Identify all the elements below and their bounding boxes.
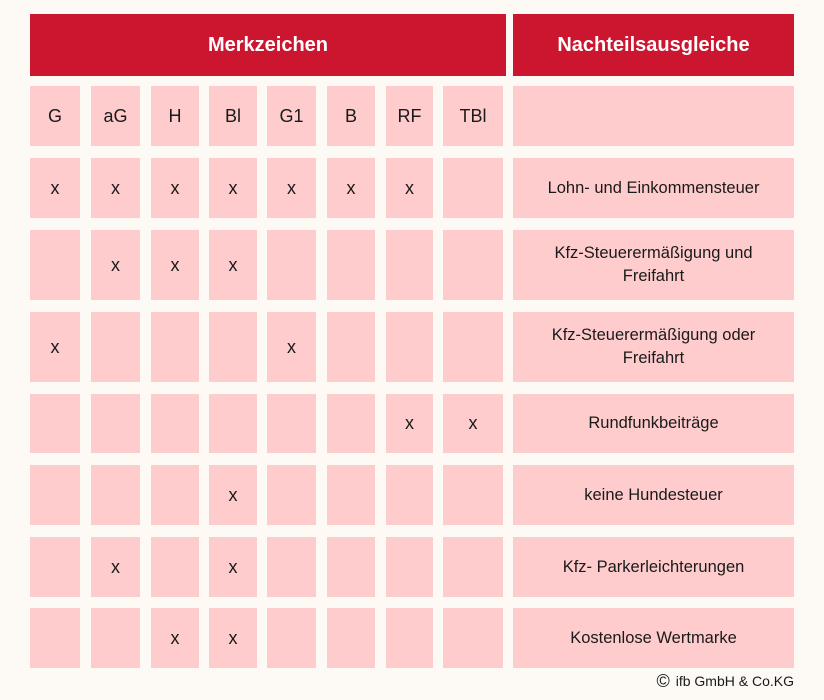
merkzeichen-header	[30, 14, 506, 76]
column-header-cell: G1	[267, 86, 316, 146]
mark-cell	[30, 465, 80, 525]
mark-cell	[443, 158, 503, 218]
mark-cell: x	[30, 312, 80, 382]
mark-cell: x	[327, 158, 375, 218]
nachteilsausgleiche-header	[513, 14, 794, 76]
mark-cell: x	[151, 608, 199, 668]
mark-cell	[386, 537, 433, 597]
mark-cell	[30, 537, 80, 597]
mark-cell: x	[151, 158, 199, 218]
column-header-cell: G	[30, 86, 80, 146]
mark-cell	[443, 537, 503, 597]
nachteilsausgleich-cell: Kfz- Parkerleichterungen	[513, 537, 794, 597]
mark-cell	[151, 394, 199, 453]
mark-cell	[267, 608, 316, 668]
mark-cell: x	[386, 158, 433, 218]
column-header-cell: H	[151, 86, 199, 146]
mark-cell	[151, 465, 199, 525]
column-header-cell: B	[327, 86, 375, 146]
mark-cell	[327, 230, 375, 300]
mark-cell: x	[267, 312, 316, 382]
nachteilsausgleich-cell: Kfz-Steuerermäßigung oder Freifahrt	[513, 312, 794, 382]
mark-cell: x	[443, 394, 503, 453]
mark-cell	[151, 312, 199, 382]
mark-cell	[443, 230, 503, 300]
mark-cell	[267, 230, 316, 300]
mark-cell	[327, 608, 375, 668]
column-header-cell: aG	[91, 86, 140, 146]
mark-cell: x	[30, 158, 80, 218]
mark-cell	[386, 608, 433, 668]
mark-cell	[443, 465, 503, 525]
mark-cell	[91, 394, 140, 453]
nachteilsausgleich-cell: Kostenlose Wertmarke	[513, 608, 794, 668]
mark-cell	[267, 537, 316, 597]
column-header-empty-cell	[513, 86, 794, 146]
mark-cell	[443, 608, 503, 668]
nachteilsausgleich-cell: keine Hundesteuer	[513, 465, 794, 525]
mark-cell: x	[386, 394, 433, 453]
mark-cell: x	[91, 230, 140, 300]
nachteilsausgleich-cell: Lohn- und Einkommensteuer	[513, 158, 794, 218]
copyright-icon: ©	[656, 671, 670, 691]
mark-cell	[30, 394, 80, 453]
nachteilsausgleiche-header-label: Nachteilsausgleiche	[557, 33, 750, 56]
mark-cell	[327, 312, 375, 382]
mark-cell	[443, 312, 503, 382]
mark-cell	[209, 394, 257, 453]
mark-cell: x	[209, 465, 257, 525]
mark-cell: x	[91, 158, 140, 218]
mark-cell	[386, 230, 433, 300]
mark-cell: x	[209, 158, 257, 218]
mark-cell	[327, 537, 375, 597]
mark-cell	[91, 465, 140, 525]
column-header-cell: TBl	[443, 86, 503, 146]
mark-cell: x	[209, 608, 257, 668]
mark-cell	[91, 312, 140, 382]
mark-cell	[30, 608, 80, 668]
mark-cell: x	[267, 158, 316, 218]
mark-cell: x	[91, 537, 140, 597]
mark-cell	[91, 608, 140, 668]
merkzeichen-header-label: Merkzeichen	[207, 33, 329, 56]
column-header-cell: Bl	[209, 86, 257, 146]
mark-cell	[386, 465, 433, 525]
mark-cell	[30, 230, 80, 300]
mark-cell	[327, 465, 375, 525]
copyright-notice	[656, 672, 794, 690]
mark-cell: x	[151, 230, 199, 300]
mark-cell	[327, 394, 375, 453]
mark-cell	[209, 312, 257, 382]
mark-cell: x	[209, 537, 257, 597]
mark-cell	[386, 312, 433, 382]
nachteilsausgleich-cell: Rundfunkbeiträge	[513, 394, 794, 453]
mark-cell: x	[209, 230, 257, 300]
mark-cell	[267, 465, 316, 525]
copyright-text: ifb GmbH & Co.KG	[675, 673, 794, 689]
mark-cell	[151, 537, 199, 597]
column-header-cell: RF	[386, 86, 433, 146]
nachteilsausgleich-cell: Kfz-Steuerermäßigung und Freifahrt	[513, 230, 794, 300]
mark-cell	[267, 394, 316, 453]
